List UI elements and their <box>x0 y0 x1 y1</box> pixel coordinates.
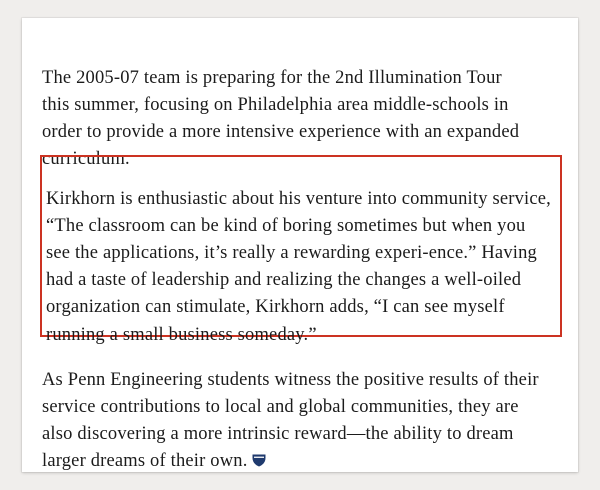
paragraph-closing <box>42 367 542 476</box>
highlight-annotation-box[interactable] <box>40 155 562 345</box>
paragraph-closing-text: As Penn Engineering students witness the positive results of their service contributions to local and global communities, they are also discovering a more intrinsic reward—the ability to dream larger dreams of their own. <box>42 369 539 472</box>
shield-end-mark-icon <box>252 454 266 467</box>
paragraph-quote: Kirkhorn is enthusiastic about his venture into community service, “The classroom can be kind of boring sometimes but when you see the applications, it’s really a rewarding experi-ence.” Having had a taste of leadership and realizing the changes a well-oiled organization can stimulate, Kirkhorn adds, “I can see myself running a small business someday.” <box>46 188 551 345</box>
paragraph-intro: The 2005-07 team is preparing for the 2nd Illumination Tour this summer, focusing on Philadelphia area middle-schools in order to provide a more intensive experience with an expanded curriculum. <box>42 67 520 170</box>
document-page <box>22 18 578 472</box>
